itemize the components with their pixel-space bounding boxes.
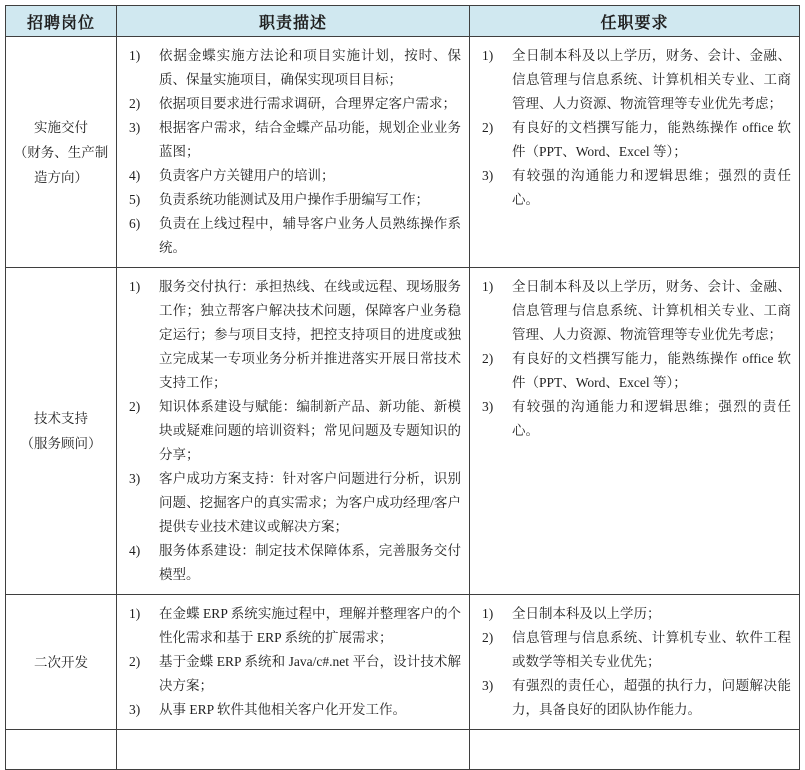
- list-item-number: 3): [129, 471, 141, 486]
- list-item-text: 有良好的文档撰写能力，能熟练操作 office 软件（PPT、Word、Excel 等）；: [512, 351, 791, 390]
- list-item: [129, 92, 461, 116]
- header-cell-position: 招聘岗位: [6, 6, 116, 36]
- list-item-number: 2): [129, 399, 141, 414]
- list-item-number: 1): [129, 279, 141, 294]
- list-item-number: 3): [129, 120, 141, 135]
- list-item: [482, 674, 791, 722]
- list-item: [129, 275, 461, 395]
- duties-cell: [116, 37, 469, 267]
- requirements-cell: [469, 268, 799, 594]
- list-item: [129, 164, 461, 188]
- table-row: [6, 36, 799, 267]
- list-item-text: 全日制本科及以上学历，财务、会计、金融、信息管理与信息系统、计算机相关专业、工商管理、人力资源、物流管理等专业优先考虑；: [512, 279, 791, 342]
- position-name: 实施交付: [34, 119, 88, 135]
- list-item-text: 有较强的沟通能力和逻辑思维；强烈的责任心。: [512, 168, 791, 207]
- list-item-number: 3): [129, 702, 141, 717]
- list-item: [482, 164, 791, 212]
- list-item-text: 依据项目要求进行需求调研，合理界定客户需求；: [159, 96, 456, 111]
- duties-cell: [116, 595, 469, 729]
- requirements-cell: [469, 595, 799, 729]
- list-item-number: 2): [482, 630, 494, 645]
- header-cell-requirements: 任职要求: [469, 6, 799, 36]
- position-cell: [6, 595, 116, 729]
- list-item-number: 6): [129, 216, 141, 231]
- list-item: [129, 602, 461, 650]
- list-item-number: 3): [482, 678, 494, 693]
- table-row: [6, 594, 799, 729]
- list-item: [129, 188, 461, 212]
- list-item: [129, 395, 461, 467]
- position-cell: [6, 37, 116, 267]
- position-name: 技术支持: [34, 411, 88, 426]
- partial-cell-duties: [116, 730, 469, 769]
- list-item: [129, 698, 461, 722]
- list-item-number: 4): [129, 168, 141, 183]
- list-item: [482, 275, 791, 347]
- list-item: [129, 116, 461, 164]
- partial-cell-requirements: [469, 730, 799, 769]
- list-item-number: 3): [482, 168, 494, 183]
- list-item-text: 负责在上线过程中，辅导客户业务人员熟练操作系统。: [159, 216, 461, 255]
- list-item-number: 2): [482, 120, 494, 135]
- list-item-text: 全日制本科及以上学历；: [512, 606, 661, 621]
- recruitment-table: [5, 5, 800, 770]
- list-item: [482, 626, 791, 674]
- list-item-text: 服务体系建设：制定技术保障体系，完善服务交付模型。: [159, 543, 461, 582]
- position-subtitle: （服务顾问）: [20, 436, 102, 451]
- list-item-number: 2): [129, 96, 141, 111]
- list-item-number: 1): [129, 606, 141, 621]
- list-item-number: 1): [482, 48, 494, 63]
- position-cell: [6, 268, 116, 594]
- requirements-cell: [469, 37, 799, 267]
- list-item-number: 1): [482, 606, 494, 621]
- list-item-number: 2): [482, 351, 494, 366]
- list-item: [482, 347, 791, 395]
- list-item-number: 3): [482, 399, 494, 414]
- list-item-text: 基于金蝶 ERP 系统和 Java/c#.net 平台，设计技术解决方案；: [159, 654, 461, 693]
- partial-cell-position: [6, 730, 116, 769]
- list-item-text: 根据客户需求，结合金蝶产品功能，规划企业业务蓝图；: [159, 120, 461, 159]
- list-item: [129, 539, 461, 587]
- list-item-text: 依据金蝶实施方法论和项目实施计划，按时、保质、保量实施项目，确保实现项目目标；: [159, 48, 461, 87]
- list-item-text: 负责客户方关键用户的培训；: [159, 168, 335, 183]
- list-item-text: 全日制本科及以上学历，财务、会计、金融、信息管理与信息系统、计算机相关专业、工商管理、人力资源、物流管理等专业优先考虑；: [512, 48, 791, 111]
- list-item-number: 5): [129, 192, 141, 207]
- list-item-number: 4): [129, 543, 141, 558]
- list-item-number: 1): [129, 48, 141, 63]
- list-item: [482, 44, 791, 116]
- list-item: [482, 395, 791, 443]
- list-item-text: 有较强的沟通能力和逻辑思维；强烈的责任心。: [512, 399, 791, 438]
- list-item-text: 有良好的文档撰写能力，能熟练操作 office 软件（PPT、Word、Excel 等）；: [512, 120, 791, 159]
- list-item: [129, 212, 461, 260]
- table-body: [6, 36, 799, 729]
- list-item-text: 知识体系建设与赋能：编制新产品、新功能、新模块或疑难问题的培训资料；常见问题及专题知识的分享；: [159, 399, 461, 462]
- duties-cell: [116, 268, 469, 594]
- list-item-text: 在金蝶 ERP 系统实施过程中，理解并整理客户的个性化需求和基于 ERP 系统的扩展需求；: [159, 606, 461, 645]
- table-partial-next-row: [6, 729, 799, 769]
- position-subtitle: （财务、生产制造方向）: [13, 144, 109, 185]
- header-cell-duties: 职责描述: [116, 6, 469, 36]
- list-item: [482, 116, 791, 164]
- list-item-text: 有强烈的责任心，超强的执行力，问题解决能力，具备良好的团队协作能力。: [512, 678, 791, 717]
- table-row: [6, 267, 799, 594]
- list-item: [129, 44, 461, 92]
- position-name: 二次开发: [34, 654, 88, 670]
- list-item-text: 负责系统功能测试及用户操作手册编写工作；: [159, 192, 429, 207]
- list-item: [129, 467, 461, 539]
- list-item-text: 客户成功方案支持：针对客户问题进行分析，识别问题、挖掘客户的真实需求；为客户成功经理/客户提供专业技术建议或解决方案；: [159, 471, 461, 534]
- list-item-number: 1): [482, 279, 494, 294]
- list-item-text: 信息管理与信息系统、计算机专业、软件工程或数学等相关专业优先；: [512, 630, 791, 669]
- list-item-number: 2): [129, 654, 141, 669]
- list-item: [129, 650, 461, 698]
- list-item-text: 服务交付执行：承担热线、在线或远程、现场服务工作；独立帮客户解决技术问题，保障客户业务稳定运行；参与项目支持，把控支持项目的进度或独立完成某一专项业务分析并推进落实开展日常技术支持工作；: [159, 279, 461, 390]
- list-item-text: 从事 ERP 软件其他相关客户化开发工作。: [159, 702, 407, 717]
- list-item: [482, 602, 791, 626]
- table-header-row: [6, 6, 799, 36]
